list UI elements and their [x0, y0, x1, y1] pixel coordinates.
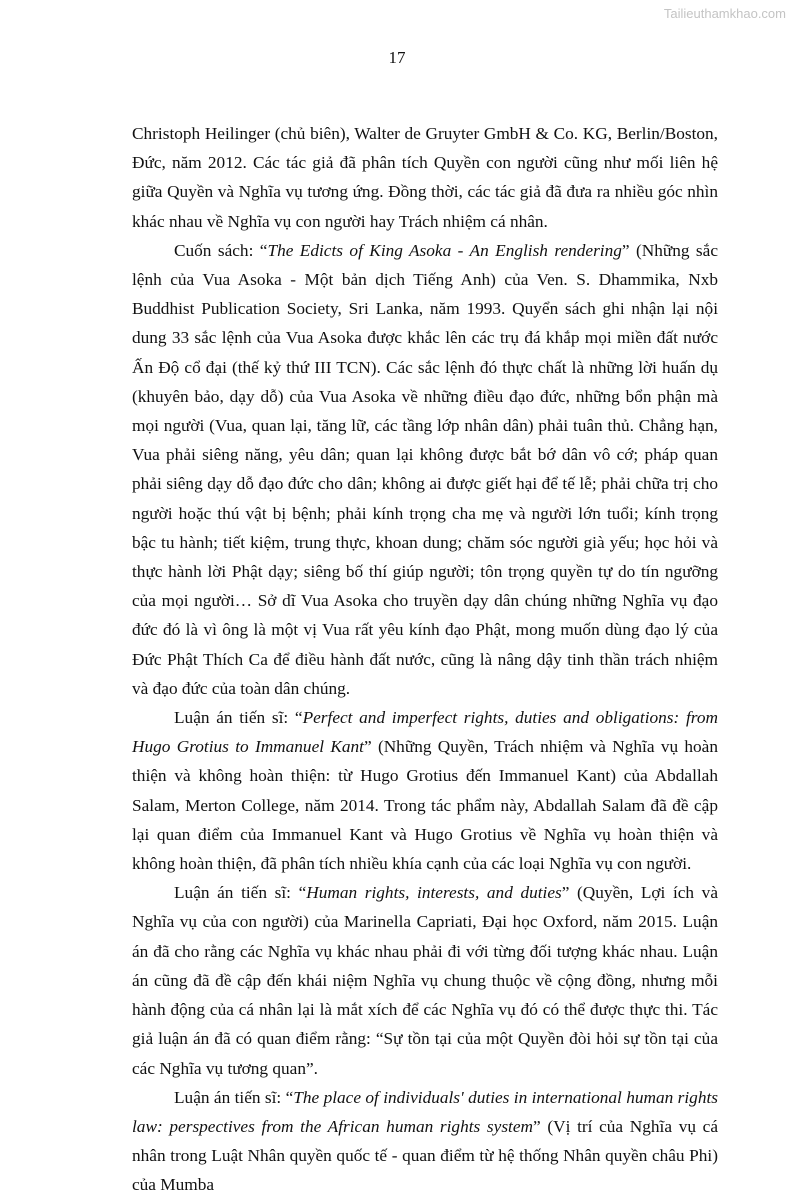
paragraph-3-lead: Luận án tiến sĩ: “ [174, 708, 303, 728]
page-number: 17 [388, 48, 406, 67]
body-text [132, 119, 718, 1200]
paragraph-1: Christoph Heilinger (chủ biên), Walter de Gruyter GmbH & Co. KG, Berlin/Boston, Đức, năm 2012. Các tác giả đã phân tích Quyền con người cũng như mối liên hệ giữa Quyền và Nghĩa vụ tương ứng. Đồng thời, các tác giả đã đưa ra nhiều góc nhìn khác nhau về Nghĩa vụ con người hay Trách nhiệm cá nhân. [132, 124, 718, 231]
paragraph-5-body: ” (Vị trí của Nghĩa vụ cá nhân trong Luật Nhân quyền quốc tế - quan điểm từ hệ thống Nhân quyền châu Phi) của Mumba [132, 1116, 718, 1195]
paragraph-3 [132, 703, 718, 878]
paragraph-4 [132, 878, 718, 1082]
watermark: Tailieuthamkhao.com [663, 6, 786, 21]
paragraph-5-lead: Luận án tiến sĩ: “ [174, 1087, 294, 1107]
paragraph-3-body: ” (Những Quyền, Trách nhiệm và Nghĩa vụ hoàn thiện và không hoàn thiện: từ Hugo Grotius đến Immanuel Kant) của Abdallah Salam, Merton College, năm 2014. Trong tác phẩm này, Abdallah Salam đã đề cập lại quan điểm của Immanuel Kant và Hugo Grotius về Nghĩa vụ hoàn thiện và không hoàn thiện, đã phân tích nhiều khía cạnh của các loại Nghĩa vụ con người. [132, 737, 718, 874]
thesis-title-perfect-imperfect-rights: Perfect and imperfect rights, duties and obligations: from Hugo Grotius to Immanuel Kant [132, 708, 718, 757]
paragraph-2-body: ” (Những sắc lệnh của Vua Asoka - Một bản dịch Tiếng Anh) của Ven. S. Dhammika, Nxb Buddhist Publication Society, Sri Lanka, năm 1993. Quyển sách ghi nhận lại nội dung 33 sắc lệnh của Vua Asoka được khắc lên các trụ đá khắp mọi miền đất nước Ấn Độ cổ đại (thế kỷ thứ III TCN). Các sắc lệnh đó thực chất là những lời huấn dụ (khuyên bảo, dạy dỗ) của Vua Asoka về những điều đạo đức, những bổn phận mà mọi người (Vua, quan lại, tăng lữ, các tầng lớp nhân dân) phải tuân thủ. Chẳng hạn, Vua phải siêng năng, yêu dân; quan lại không được bắt bớ dân vô cớ; pháp quan phải siêng dạy dỗ đạo đức cho dân; không ai được giết hại để tế lễ; phải chữa trị cho người hoặc thú vật bị bệnh; phải kính trọng cha mẹ và người lớn tuổi; kính trọng bậc tu hành; tiết kiệm, trung thực, khoan dung; chăm sóc người già yếu; học hỏi và thực hành lời Phật dạy; siêng bố thí giúp người; tôn trọng quyền tự do tín ngưỡng của mọi người… Sở dĩ Vua Asoka cho truyền dạy dân chúng những Nghĩa vụ đạo đức đó là vì ông là một vị Vua rất yêu kính đạo Phật, mong muốn dùng đạo lý của Đức Phật Thích Ca để điều hành đất nước, cũng là nâng dậy tinh thần trách nhiệm và đạo đức của toàn dân chúng. [132, 240, 718, 698]
paragraph-4-body: ” (Quyền, Lợi ích và Nghĩa vụ của con người) của Marinella Capriati, Đại học Oxford, năm 2015. Luận án đã cho rằng các Nghĩa vụ khác nhau phải đi với từng đối tượng khác nhau. Luận án cũng đã đề cập đến khái niệm Nghĩa vụ chung thuộc về cộng đồng, nhưng mỗi hành động của cá nhân lại là mắt xích để các Nghĩa vụ đó có thể được thực thi. Tác giả luận án đã có quan điểm rằng: “Sự tồn tại của một Quyền đòi hỏi sự tồn tại của các Nghĩa vụ tương quan”. [132, 883, 718, 1078]
paragraph-5 [132, 1083, 718, 1200]
paragraph-4-lead: Luận án tiến sĩ: “ [174, 883, 307, 903]
thesis-title-human-rights-interests-duties: Human rights, interests, and duties [306, 883, 562, 903]
paragraph-2 [132, 236, 718, 703]
book-title-edicts-of-asoka: The Edicts of King Asoka - An English rendering [267, 240, 622, 260]
paragraph-2-lead: Cuốn sách: “ [174, 240, 268, 260]
thesis-title-place-of-individual-duties: The place of individuals' duties in international human rights law: perspectives from the African human rights system [132, 1087, 718, 1136]
